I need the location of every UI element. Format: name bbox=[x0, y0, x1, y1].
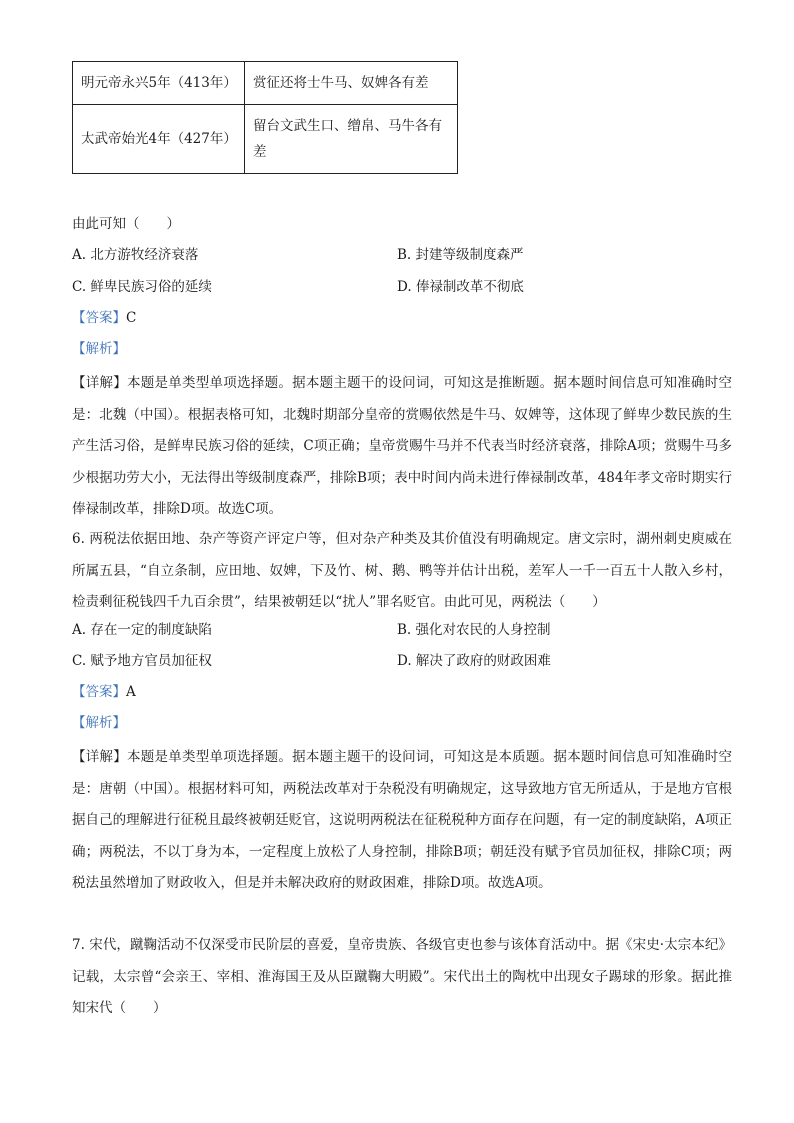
q6-option-c: C. 赋予地方官员加征权 bbox=[72, 653, 212, 669]
q5-detail: 【详解】本题是单类型单项选择题。据本题主题干的设问词，可知这是推断题。据本题时间信息可知准确时空是：北魏（中国）。根据表格可知，北魏时期部分皇帝的赏赐依然是牛马、奴婢等，这体现了鲜卑少数民族的生产生活习俗，是鲜卑民族习俗的延续，C项正确；皇帝赏赐牛马并不代表当时经济衰落，排除A项；赏赐牛马多少根据功劳大小，无法得出等级制度森严，排除B项；表中时间内尚未进行俸禄制改革，484年孝文帝时期实行俸禄制改革，排除D项。故选C项。 bbox=[72, 375, 732, 517]
q5-answer bbox=[72, 307, 732, 329]
q6-detail: 【详解】本题是单类型单项选择题。据本题主题干的设问词，可知这是本质题。据本题时间信息可知准确时空是：唐朝（中国）。根据材料可知，两税法改革对于杂税没有明确规定，这导致地方官无所适从，于是地方官根据自己的理解进行征税且最终被朝廷贬官，这说明两税法在征税税种方面存在问题，有一定的制度缺陷，A项正确；两税法，不以丁身为本，一定程度上放松了人身控制，排除B项；朝廷没有赋予官员加征权，排除C项；两税法虽然增加了财政收入，但是并未解决政府的财政困难，排除D项。故选A项。 bbox=[72, 749, 732, 891]
q5-option-c: C. 鲜卑民族习俗的延续 bbox=[72, 279, 212, 295]
q6-answer bbox=[72, 681, 732, 703]
answer-value: A bbox=[126, 684, 136, 700]
q6-option-a: A. 存在一定的制度缺陷 bbox=[72, 622, 212, 638]
table-row bbox=[73, 62, 458, 105]
table-cell-reign: 明元帝永兴5年（413年） bbox=[73, 62, 245, 105]
answer-label: 【答案】 bbox=[72, 684, 126, 700]
table-cell-reign: 太武帝始光4年（427年） bbox=[73, 105, 245, 174]
answer-label: 【答案】 bbox=[72, 310, 126, 326]
answer-value: C bbox=[126, 310, 137, 326]
table-cell-reward: 留台文武生口、缯帛、马牛各有差 bbox=[245, 105, 458, 174]
q6-option-d: D. 解决了政府的财政困难 bbox=[397, 653, 551, 669]
q6-analysis-label: 【解析】 bbox=[72, 715, 126, 731]
q6-option-b: B. 强化对农民的人身控制 bbox=[397, 622, 551, 638]
q6-stem: 6. 两税法依据田地、杂产等资产评定户等，但对杂产种类及其价值没有明确规定。唐文宗时，湖州刺史庾威在所属五县，“自立条制，应田地、奴婢，下及竹、树、鹅、鸭等并估计出税，差军人一千一百五十人散入乡村，检责剩征税钱四千九百余贯”，结果被朝廷以“扰人”罪名贬官。由此可见，两税法（ ） bbox=[72, 531, 732, 610]
reign-reward-table bbox=[72, 61, 458, 174]
table-row bbox=[73, 105, 458, 174]
q5-option-d: D. 俸禄制改革不彻底 bbox=[397, 279, 524, 295]
q7-stem: 7. 宋代，蹴鞠活动不仅深受市民阶层的喜爱，皇帝贵族、各级官吏也参与该体育活动中。据《宋史·太宗本纪》记载，太宗曾“会亲王、宰相、淮海国王及从臣蹴鞠大明殿”。宋代出土的陶枕中出现女子踢球的形象。据此推知宋代（ ） bbox=[72, 937, 732, 1016]
q5-analysis-label: 【解析】 bbox=[72, 341, 126, 357]
q5-stem: 由此可知（ ） bbox=[72, 216, 180, 232]
q5-option-a: A. 北方游牧经济衰落 bbox=[72, 247, 199, 263]
q5-option-b: B. 封建等级制度森严 bbox=[397, 247, 524, 263]
table-cell-reward: 赏征还将士牛马、奴婢各有差 bbox=[245, 62, 458, 105]
